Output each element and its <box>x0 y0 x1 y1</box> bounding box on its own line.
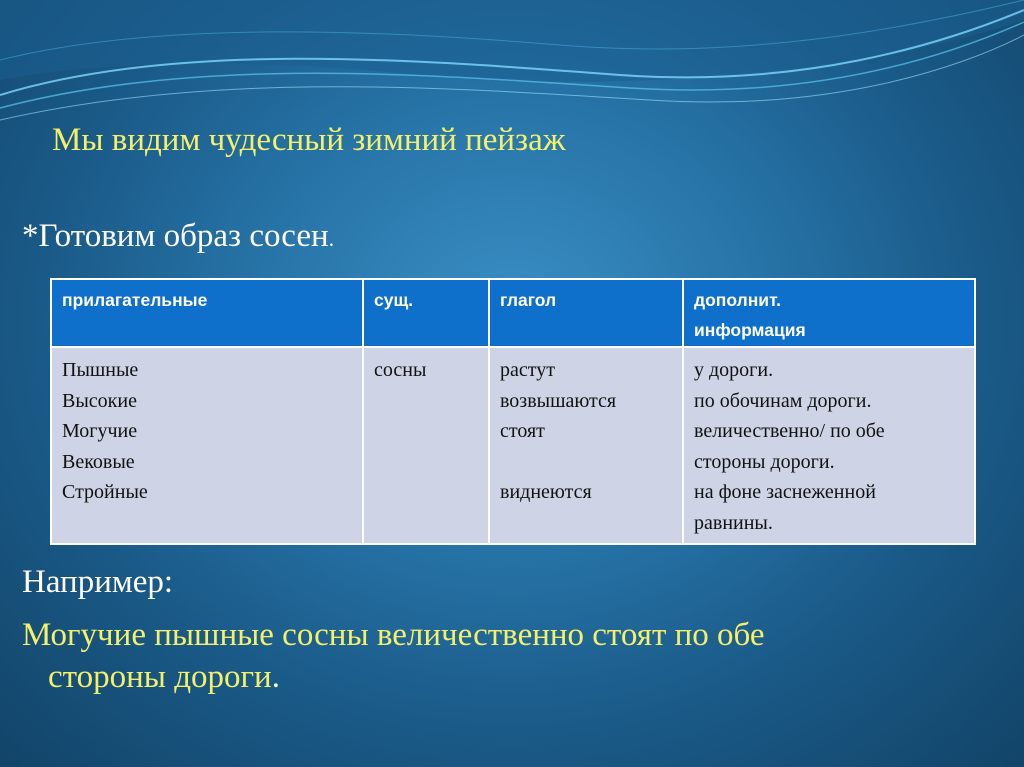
example-label: Например: <box>22 564 174 600</box>
example-end: . <box>271 659 280 695</box>
cell-noun <box>363 347 489 544</box>
table-row <box>51 347 975 544</box>
subtitle-text: *Готовим образ сосен <box>22 218 329 254</box>
header-extra <box>683 279 975 347</box>
extra-item: равнины. <box>694 511 773 534</box>
example-line-1: Могучие пышные сосны величественно стоят по обе <box>22 617 765 653</box>
example-line-2: стороны дороги <box>48 659 272 695</box>
slide-subtitle <box>22 218 334 255</box>
header-extra-line: информация <box>694 320 806 340</box>
table-header-row <box>51 279 975 347</box>
slide-title: Мы видим чудесный зимний пейзаж <box>52 122 566 158</box>
extra-item: величественно/ по обе <box>694 420 885 442</box>
cell-verbs <box>489 347 683 544</box>
header-extra-line: дополнит. <box>694 290 781 310</box>
decorative-waves <box>0 0 1024 140</box>
extra-item: у дороги. <box>694 359 774 381</box>
header-noun: сущ. <box>363 279 489 347</box>
example-sentence <box>22 614 902 698</box>
cell-extra <box>683 347 975 544</box>
noun-item: сосны <box>374 359 427 381</box>
verb-item: стоят <box>500 420 545 442</box>
subtitle-end: . <box>328 226 335 251</box>
adjective-item: Пышные <box>62 359 139 381</box>
header-verb: глагол <box>489 279 683 347</box>
verb-item: растут <box>500 359 555 381</box>
adjective-item: Стройные <box>62 481 148 503</box>
extra-item: стороны дороги. <box>694 450 835 473</box>
cell-adjectives <box>51 347 363 544</box>
adjective-item: Высокие <box>62 389 137 412</box>
verb-item: возвышаются <box>500 389 617 412</box>
header-adjectives: прилагательные <box>51 279 363 347</box>
extra-item: на фоне заснеженной <box>694 481 876 503</box>
extra-item: по обочинам дороги. <box>694 389 872 412</box>
adjective-item: Могучие <box>62 420 138 442</box>
word-table <box>50 278 976 545</box>
adjective-item: Вековые <box>62 450 135 473</box>
verb-item: виднеются <box>500 481 592 503</box>
verb-spacer <box>500 447 672 478</box>
example-line-2-wrap <box>22 656 902 698</box>
